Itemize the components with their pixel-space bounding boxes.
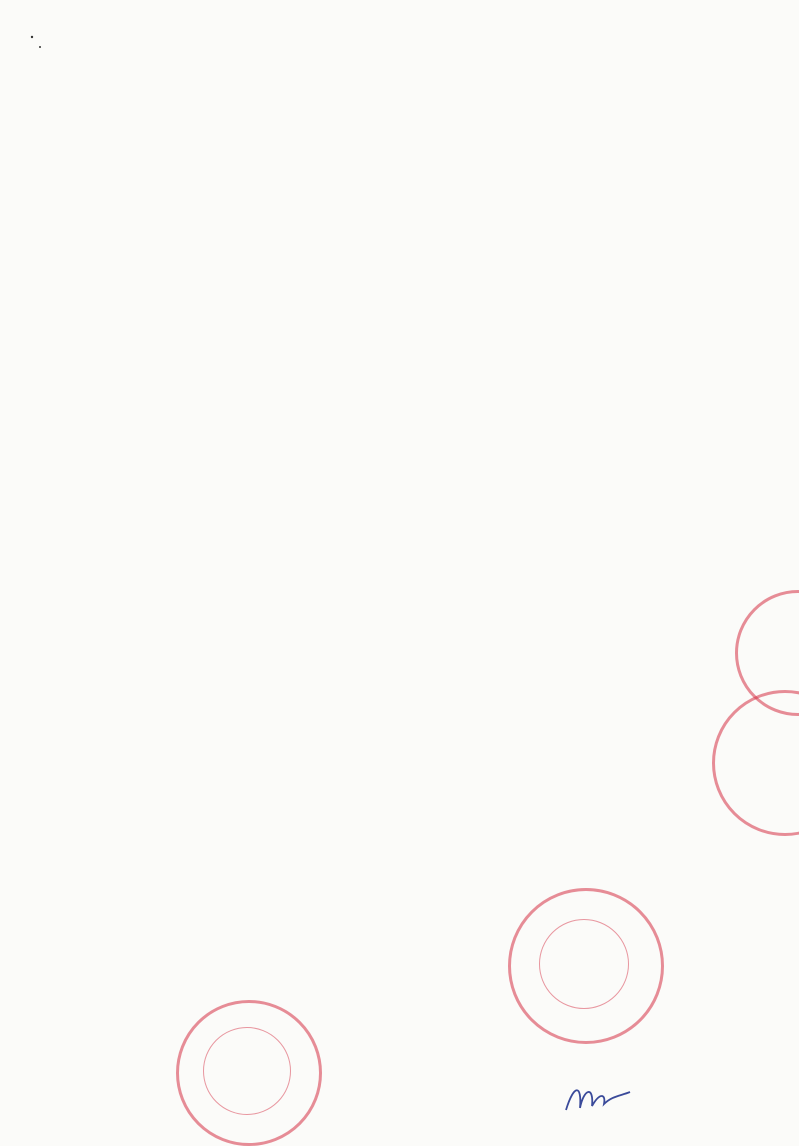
department-stamp bbox=[176, 1000, 322, 1146]
signature-mark bbox=[560, 1070, 640, 1120]
partial-stamp-middle bbox=[712, 690, 799, 836]
company-stamp bbox=[508, 888, 664, 1044]
speck-mark bbox=[28, 34, 48, 54]
leaflet-body bbox=[83, 40, 715, 42]
partial-stamp-top bbox=[735, 590, 799, 716]
